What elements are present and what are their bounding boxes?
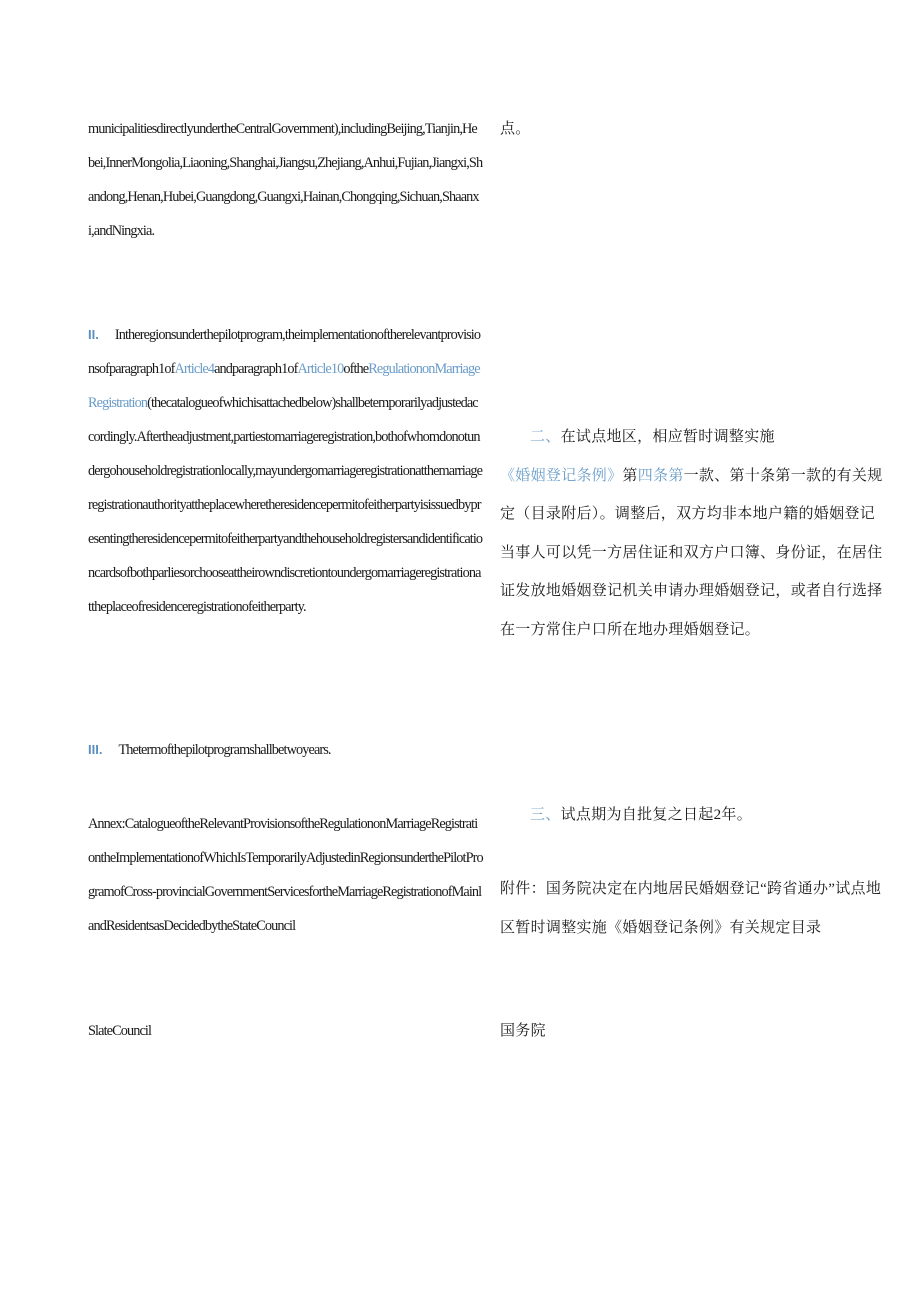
zh-article-4-link[interactable]: 四条第 [637, 467, 684, 484]
en-p2-text-1: Intheregionsunderthepilotprogram,theimplementationoftherelevantprovisionsofparagraph1of [88, 327, 481, 377]
en-annex: Annex:CatalogueoftheRelevantProvisionsoftheRegulationonMarriageRegistrationtheImplementationofWhichIsTemporarilyAdjustedinRegionsunderthePilotProgramofCross-provincialGovernmentServicesfortheMarriageRegistrationofMainlandResidentsasDecidedbytheStateCouncil [88, 816, 483, 934]
zh-section-number-2: 二、 [530, 429, 561, 445]
en-section-number-2: II. [88, 327, 99, 342]
en-p3-text: Thetermofthepilotprogramshallbetwoyears. [118, 742, 331, 758]
en-p2-text-3: ofthe [343, 361, 369, 377]
zh-p2-text-2: 第 [622, 467, 638, 484]
zh-p2-text-1: 在试点地区，相应暂时调整实施 [560, 429, 775, 445]
en-paragraph-2 [88, 318, 483, 624]
en-paragraph-3 [88, 733, 483, 767]
zh-section-number-3: 三、 [530, 807, 561, 823]
zh-regulation-link[interactable]: 《婚姻登记条例》 [500, 467, 623, 484]
zh-signature: 国务院 [500, 1023, 546, 1039]
en-p2-text-4: (thecatalogueofwhichisattachedbelow)shallbetemporarilyadjustedaccordingly.Aftertheadjustment,partiestomarriageregistration,bothofwhomdonotundergohouseholdregistrationlocally,mayundergomarriageregistrationatthemarriageregistrationauthorityattheplacewheretheresidencepermitofeitherpartyisissuedbypresentingtheresidencepermitofeitherpartyandthehouseholdregistersandidentificationcardsofbothparliesorchooseattheirowndiscretiontoundergomarriageregistrationattheplaceofresidenceregistrationofeitherparty. [88, 395, 483, 615]
regulation-link[interactable]: RegulationonMarriageRegistration [88, 361, 480, 411]
zh-paragraph-1: 点。 [500, 121, 531, 137]
zh-annex: 附件：国务院决定在内地居民婚姻登记“跨省通办”试点地区暂时调整实施《婚姻登记条例》有关规定目录 [500, 881, 882, 936]
article-4-link[interactable]: Article4 [174, 361, 215, 377]
en-p2-text-2: andparagraph1of [214, 361, 298, 377]
en-signature: SlateCouncil [88, 1023, 152, 1039]
en-paragraph-1: municipalitiesdirectlyundertheCentralGovernment),includingBeijing,Tianjin,Hebei,InnerMongolia,Liaoning,Shanghai,Jiangsu,Zhejiang,Anhui,Fujian,Jiangxi,Shandong,Henan,Hubei,Guangdong,Guangxi,Hainan,Chongqing,Sichuan,Shaanxi,andNingxia. [88, 121, 483, 239]
zh-paragraph-2 [500, 418, 890, 649]
en-section-number-3: III. [88, 742, 103, 757]
zh-p3-text: 试点期为自批复之日起2年。 [560, 807, 753, 823]
article-10-link[interactable]: Article10 [297, 361, 344, 377]
zh-paragraph-3 [500, 796, 890, 835]
zh-p2-text-3: 一款、第十条第一款的有关规定（目录附后）。调整后，双方均非本地户籍的婚姻登记当事人可以凭一方居住证和双方户口簿、身份证，在居住证发放地婚姻登记机关申请办理婚姻登记，或者自行选择在一方常住户口所在地办理婚姻登记。 [500, 467, 883, 638]
